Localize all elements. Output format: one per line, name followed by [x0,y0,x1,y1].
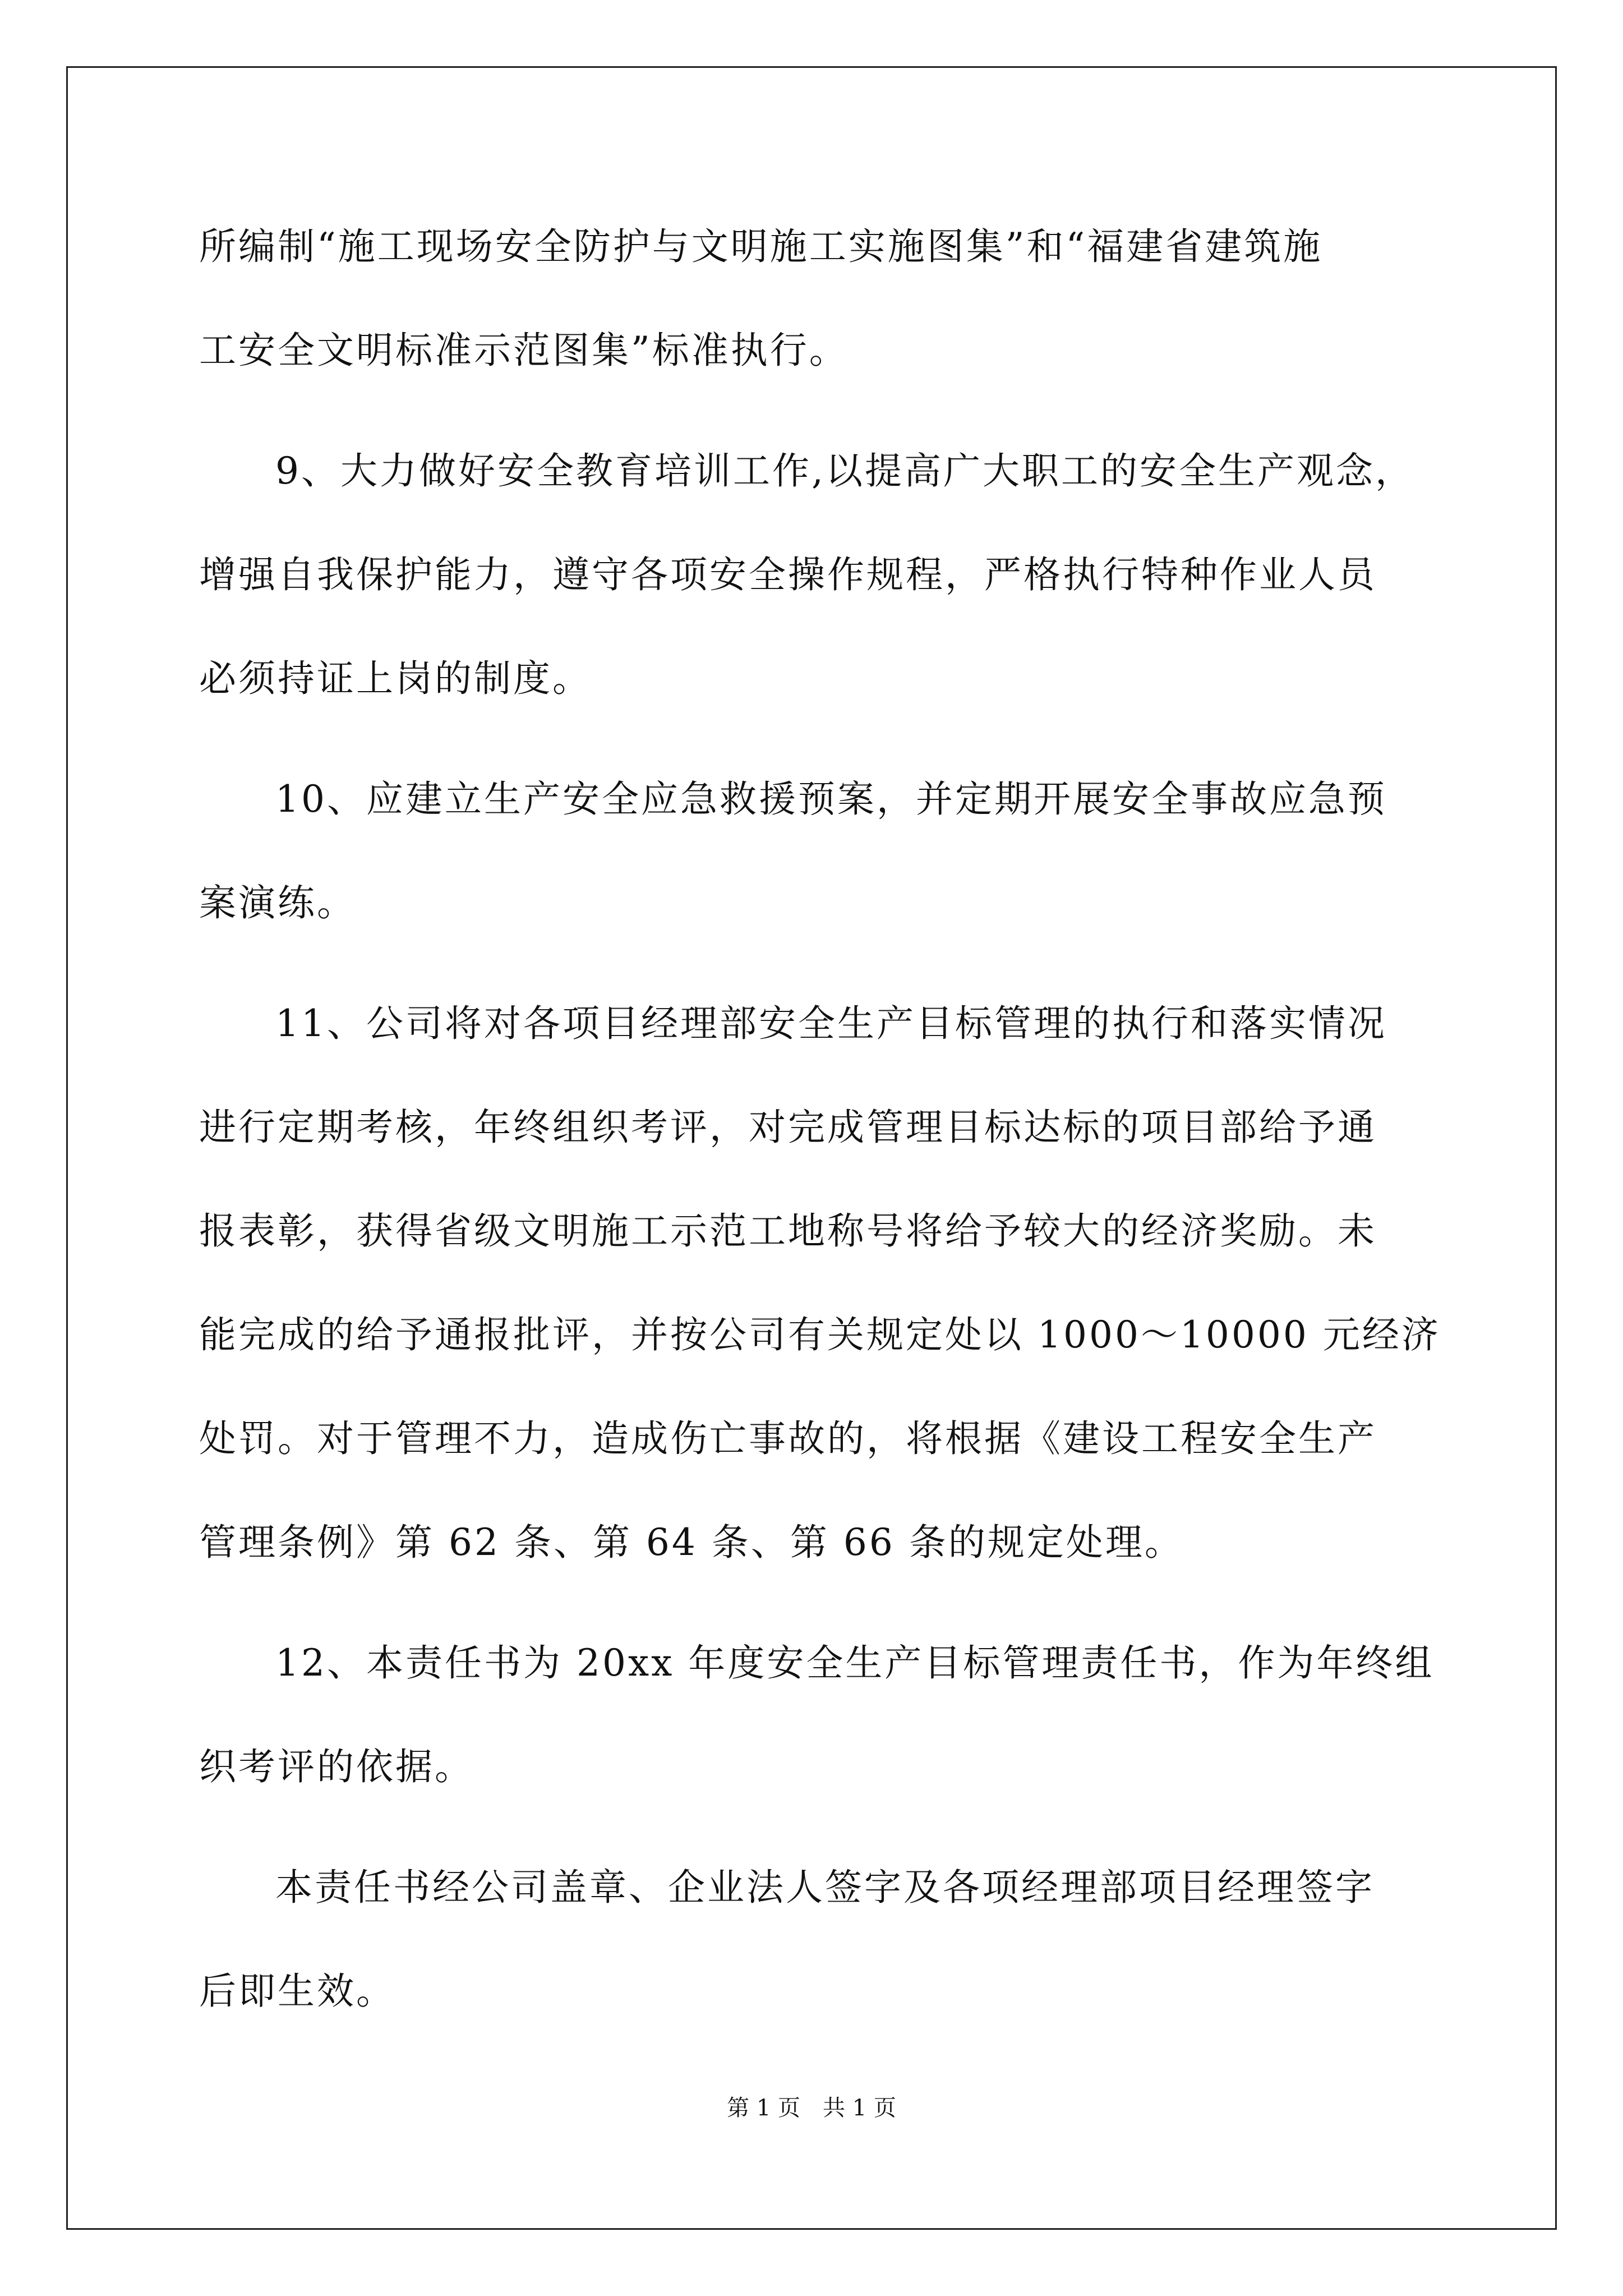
page-footer: 第 1 页 共 1 页 [727,2095,896,2121]
text-line: 处罚。对于管理不力，造成伤亡事故的，将根据《建设工程安全生产 [199,1417,1377,1460]
text-line: 报表彰，获得省级文明施工示范工地称号将给予较大的经济奖励。未 [199,1209,1377,1253]
text-line: 所编制“施工现场安全防护与文明施工实施图集”和“福建省建筑施 [199,225,1323,268]
text-line: 必须持证上岗的制度。 [199,657,592,700]
paragraph-9-line: 9、大力做好安全教育培训工作,以提高广大职工的安全生产观念， [275,449,1414,493]
text-line: 管理条例》第 62 条、第 64 条、第 66 条的规定处理。 [199,1521,1184,1564]
text-line: 能完成的给予通报批评，并按公司有关规定处以 1000～10000 元经济 [199,1313,1441,1356]
closing-paragraph-line: 本责任书经公司盖章、企业法人签字及各项经理部项目经理签字 [275,1866,1375,1909]
text-line: 后即生效。 [199,1970,395,2013]
paragraph-10-line: 10、应建立生产安全应急救援预案，并定期开展安全事故应急预 [275,777,1387,821]
paragraph-12-line: 12、本责任书为 20xx 年度安全生产目标管理责任书，作为年终组 [275,1641,1435,1685]
text-line: 进行定期考核，年终组织考评，对完成管理目标达标的项目部给予通 [199,1106,1377,1149]
text-line: 案演练。 [199,881,356,924]
text-line: 增强自我保护能力，遵守各项安全操作规程，严格执行特种作业人员 [199,553,1377,596]
text-line: 工安全文明标准示范图集”标准执行。 [199,329,849,372]
text-line: 织考评的依据。 [199,1745,474,1788]
paragraph-11-line: 11、公司将对各项目经理部安全生产目标管理的执行和落实情况 [275,1002,1387,1045]
